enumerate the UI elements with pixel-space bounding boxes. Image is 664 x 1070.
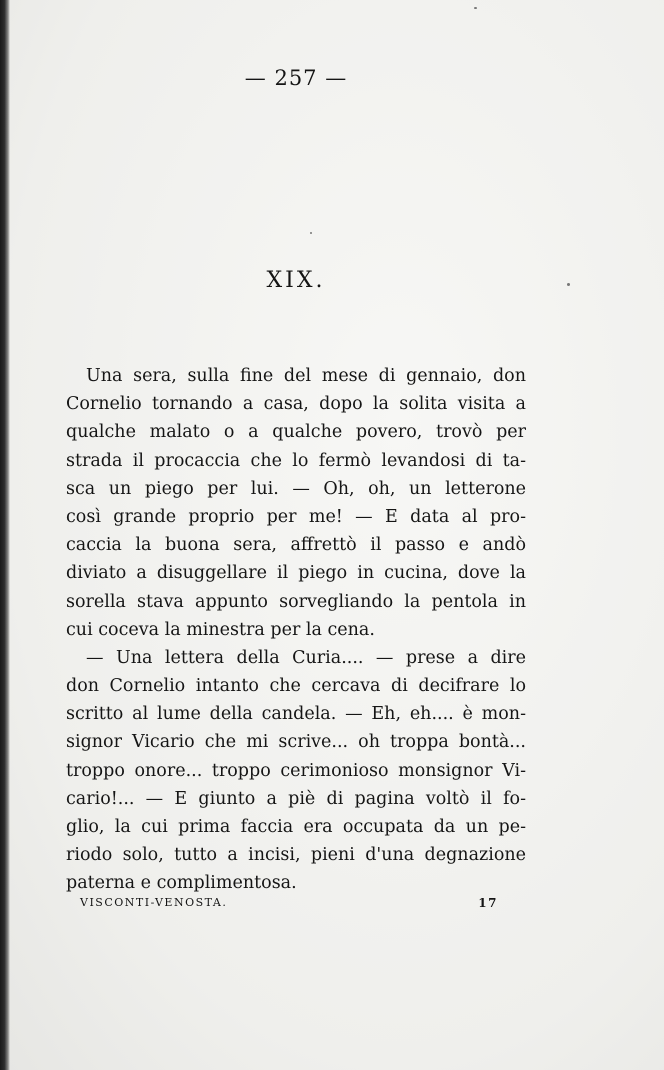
text-line: sorella stava appunto sorvegliando la pentola in: [66, 591, 526, 612]
text-line: riodo solo, tutto a incisi, pieni d'una degnazione: [66, 845, 526, 866]
page-number: — 257 —: [244, 66, 348, 90]
print-speck: [474, 7, 477, 9]
binding-edge: [0, 0, 10, 1070]
footer-signature: VISCONTI-VENOSTA.: [80, 896, 228, 909]
text-line: — Una lettera della Curia.... — prese a dire: [86, 647, 526, 668]
text-line: strada il procaccia che lo fermò levandosi di ta-: [66, 450, 526, 471]
text-line: sca un piego per lui. — Oh, oh, un letterone: [66, 478, 526, 499]
text-line: qualche malato o a qualche povero, trovò per: [66, 422, 526, 443]
text-line: cario!... — E giunto a piè di pagina voltò il fo-: [66, 788, 526, 809]
text-line: don Cornelio intanto che cercava di decifrare lo: [66, 676, 526, 697]
text-line: signor Vicario che mi scrive... oh troppa bontà...: [66, 732, 526, 753]
text-line: cui coceva la minestra per la cena.: [66, 619, 375, 640]
text-line: scritto al lume della candela. — Eh, eh.... è mon-: [66, 704, 526, 725]
gathering-number: 17: [478, 896, 498, 910]
body-text: [66, 362, 526, 898]
text-line: Cornelio tornando a casa, dopo la solita visita a: [66, 394, 526, 415]
print-speck: [310, 232, 312, 234]
text-line: troppo onore... troppo cerimonioso monsignor Vi-: [66, 760, 526, 781]
text-line: caccia la buona sera, affrettò il passo e andò: [66, 535, 526, 556]
text-line: così grande proprio per me! — E data al pro-: [66, 506, 526, 527]
text-line: paterna e complimentosa.: [66, 873, 297, 894]
text-line: diviato a disuggellare il piego in cucina, dove la: [66, 563, 526, 584]
text-line: Una sera, sulla fine del mese di gennaio, don: [86, 366, 526, 386]
chapter-heading: XIX.: [266, 268, 326, 293]
text-line: glio, la cui prima faccia era occupata da un pe-: [66, 817, 526, 837]
